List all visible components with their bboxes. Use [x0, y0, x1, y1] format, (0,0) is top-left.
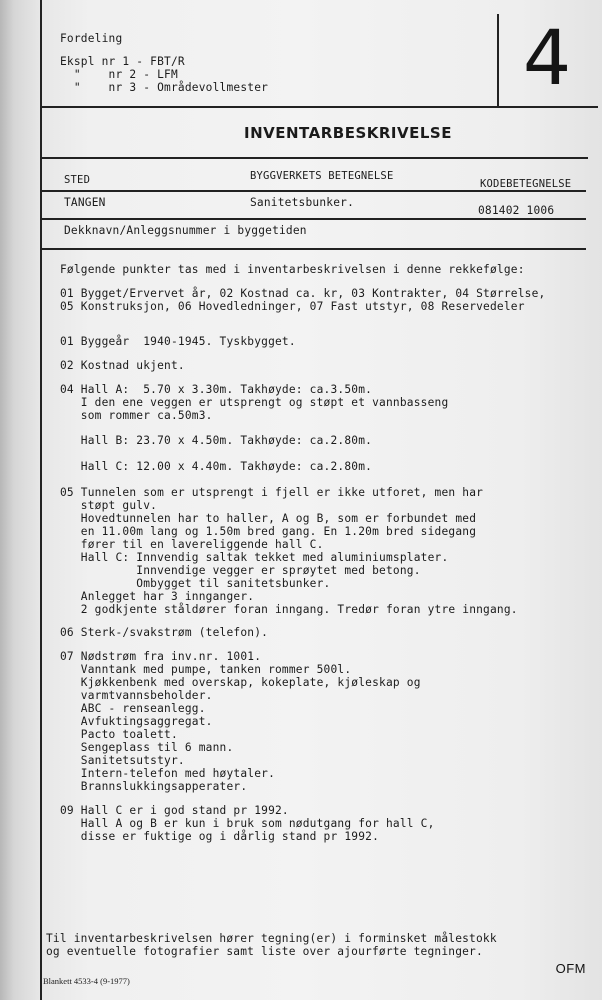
item-05-line-3: Hovedtunnelen har to haller, A og B, som er forbundet med — [60, 512, 477, 525]
distribution-line-3: " nr 3 - Områdevollmester — [60, 81, 269, 94]
designation-label: BYGGVERKETS BETEGNELSE — [250, 170, 394, 182]
header-row-rule — [40, 190, 586, 192]
header-rule — [40, 106, 598, 108]
item-02: 02 Kostnad ukjent. — [60, 359, 185, 372]
code-value: 081402 1006 — [478, 204, 555, 217]
item-09-line-1: 09 Hall C er i god stand pr 1992. — [60, 804, 289, 817]
item-04-line-3: som rommer ca.50m3. — [60, 409, 213, 422]
item-05-line-6: Hall C: Innvendig saltak tekket med aluminiumsplater. — [60, 551, 449, 564]
distribution-heading: Fordeling — [60, 32, 123, 45]
designation-value: Sanitetsbunker. — [250, 196, 355, 209]
place-label: STED — [64, 174, 91, 186]
item-04-hall-b: Hall B: 23.70 x 4.50m. Takhøyde: ca.2.80m. — [60, 434, 373, 447]
item-04-line-1: 04 Hall A: 5.70 x 3.30m. Takhøyde: ca.3.50m. — [60, 383, 373, 396]
item-07-line-5: ABC - renseanlegg. — [60, 702, 206, 715]
item-05-line-9: Anlegget har 3 innganger. — [60, 590, 255, 603]
item-07-line-6: Avfuktingsaggregat. — [60, 715, 213, 728]
item-09-line-2: Hall A og B er kun i bruk som nødutgang for hall C, — [60, 817, 435, 830]
item-01: 01 Byggeår 1940-1945. Tyskbygget. — [60, 335, 296, 348]
distribution-line-1: Ekspl nr 1 - FBT/R — [60, 55, 185, 68]
item-05-line-4: en 11.00m lang og 1.50m bred gang. En 1.20m bred sidegang — [60, 525, 477, 538]
intro-line-1: Følgende punkter tas med i inventarbeskrivelsen i denne rekkefølge: — [60, 263, 525, 276]
item-07-line-10: Intern-telefon med høytaler. — [60, 767, 275, 780]
item-07-line-3: Kjøkkenbenk med overskap, kokeplate, kjøleskap og — [60, 676, 421, 689]
item-05-line-7: Innvendige vegger er sprøytet med betong. — [60, 564, 421, 577]
code-label: KODEBETEGNELSE — [480, 178, 572, 190]
intro-line-3: 05 Konstruksjon, 06 Hovedledninger, 07 Fast utstyr, 08 Reservedeler — [60, 300, 525, 313]
form-number: 4 — [522, 13, 572, 102]
item-05-line-8: Ombygget til sanitetsbunker. — [60, 577, 331, 590]
place-value: TANGEN — [64, 196, 106, 209]
document-title: INVENTARBESKRIVELSE — [244, 124, 452, 142]
item-09-line-3: disse er fuktige og i dårlig stand pr 1992. — [60, 830, 380, 843]
item-07-line-4: varmtvannsbeholder. — [60, 689, 213, 702]
cover-name-label: Dekknavn/Anleggsnummer i byggetiden — [64, 224, 307, 237]
intro-line-2: 01 Bygget/Ervervet år, 02 Kostnad ca. kr, 03 Kontrakter, 04 Størrelse, — [60, 287, 546, 300]
item-05-line-1: 05 Tunnelen som er utsprengt i fjell er ikke utforet, men har — [60, 486, 484, 499]
item-05-line-10: 2 godkjente ståldører foran inngang. Tredør foran ytre inngang. — [60, 603, 518, 616]
item-07-line-1: 07 Nødstrøm fra inv.nr. 1001. — [60, 650, 262, 663]
item-04-hall-c: Hall C: 12.00 x 4.40m. Takhøyde: ca.2.80m. — [60, 460, 373, 473]
value-row-rule — [40, 218, 586, 220]
item-05-line-5: fører til en lavereliggende hall C. — [60, 538, 324, 551]
item-07-line-7: Pacto toalett. — [60, 728, 178, 741]
item-06: 06 Sterk-/svakstrøm (telefon). — [60, 626, 269, 639]
form-number-divider — [497, 14, 499, 106]
watermark: OFM — [555, 961, 586, 976]
item-07-line-11: Brannslukkingsapperater. — [60, 780, 248, 793]
footer-line-2: og eventuelle fotografier samt liste over ajourførte tegninger. — [46, 945, 483, 958]
cover-name-rule — [40, 248, 586, 250]
item-04-line-2: I den ene veggen er utsprengt og støpt et vannbasseng — [60, 396, 449, 409]
title-rule — [40, 157, 588, 159]
item-07-line-9: Sanitetsutstyr. — [60, 754, 185, 767]
item-05-line-2: støpt gulv. — [60, 499, 158, 512]
item-07-line-8: Sengeplass til 6 mann. — [60, 741, 234, 754]
footer-line-1: Til inventarbeskrivelsen hører tegning(er) i forminsket målestokk — [46, 932, 497, 945]
left-margin-rule — [40, 0, 42, 1000]
form-id: Blankett 4533-4 (9-1977) — [43, 976, 130, 986]
item-07-line-2: Vanntank med pumpe, tanken rommer 500l. — [60, 663, 352, 676]
distribution-line-2: " nr 2 - LFM — [60, 68, 178, 81]
